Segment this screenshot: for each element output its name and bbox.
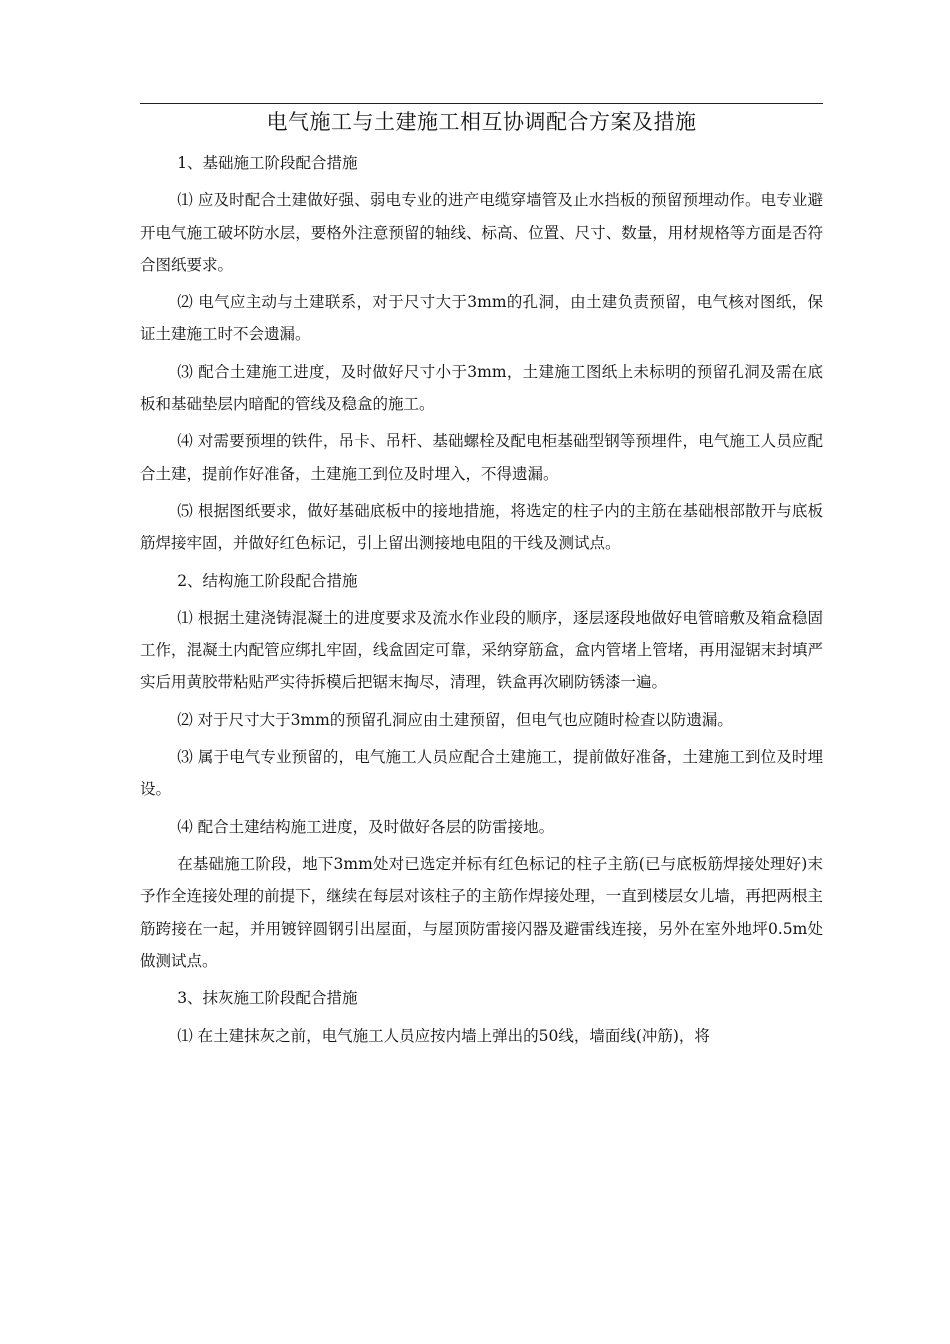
- paragraph: ⑷ 配合土建结构施工进度，及时做好各层的防雷接地。: [177, 817, 555, 836]
- document-body: [140, 147, 823, 1057]
- paragraph: ⑸ 根据图纸要求，做好基础底板中的接地措施，将选定的柱子内的主筋在基础根部散开与底板筋焊接牢固，并做好红色标记，引上留出测接地电阻的干线及测试点。: [140, 501, 823, 553]
- paragraph: ⑴ 在土建抹灰之前，电气施工人员应按内墙上弹出的50线，墙面线(冲筋)，将: [177, 1026, 710, 1045]
- paragraph: ⑵ 对于尺寸大于3mm的预留孔洞应由土建预留，但电气也应随时检查以防遗漏。: [177, 710, 733, 729]
- header-rule: [140, 103, 823, 104]
- document-title: 电气施工与土建施工相互协调配合方案及措施: [266, 110, 697, 134]
- paragraph: ⑶ 配合土建施工进度，及时做好尺寸小于3mm，土建施工图纸上未标明的预留孔洞及需在底板和基础垫层内暗配的管线及稳盒的施工。: [140, 362, 823, 413]
- paragraph: ⑷ 对需要预埋的铁件，吊卡、吊杆、基础螺栓及配电柜基础型钢等预埋件，电气施工人员应配合土建，提前作好准备，土建施工到位及时埋入，不得遗漏。: [140, 432, 823, 483]
- paragraph: ⑴ 应及时配合土建做好强、弱电专业的进产电缆穿墙管及止水挡板的预留预埋动作。电专业避开电气施工破坏防水层，要格外注意预留的轴线、标高、位置、尺寸、数量，用材规格等方面是否符合图纸要求。: [140, 191, 823, 274]
- paragraph: ⑵ 电气应主动与土建联系，对于尺寸大于3mm的孔洞，由土建负责预留，电气核对图纸，保证土建施工时不会遗漏。: [140, 293, 823, 344]
- section-heading-1: 1、基础施工阶段配合措施: [177, 154, 358, 172]
- paragraph: 在基础施工阶段，地下3mm处对已选定并标有红色标记的柱子主筋(已与底板筋焊接处理好)末予作全连接处理的前提下，继续在每层对该柱子的主筋作焊接处理，一直到楼层女儿墙，再把两根主筋跨接在一起，并用镀锌圆钢引出屋面，与屋顶防雷接闪器及避雷线连接，另外在室外地坪0.5m处做测试点。: [140, 855, 823, 970]
- section-heading-2: 2、结构施工阶段配合措施: [177, 571, 358, 590]
- paragraph: ⑴ 根据土建浇铸混凝土的进度要求及流水作业段的顺序，逐层逐段地做好电管暗敷及箱盒稳固工作，混凝土内配管应绑扎牢固，线盒固定可靠，采纳穿筋盒，盒内管堵上管堵，再用湿锯末封填严实后用黄胶带粘贴严实待拆模后把锯末掏尽，清理，铁盒再次刷防锈漆一遍。: [140, 608, 823, 692]
- paragraph: ⑶ 属于电气专业预留的，电气施工人员应配合土建施工，提前做好准备，土建施工到位及时埋设。: [140, 748, 823, 799]
- section-heading-3: 3、抹灰施工阶段配合措施: [177, 989, 358, 1008]
